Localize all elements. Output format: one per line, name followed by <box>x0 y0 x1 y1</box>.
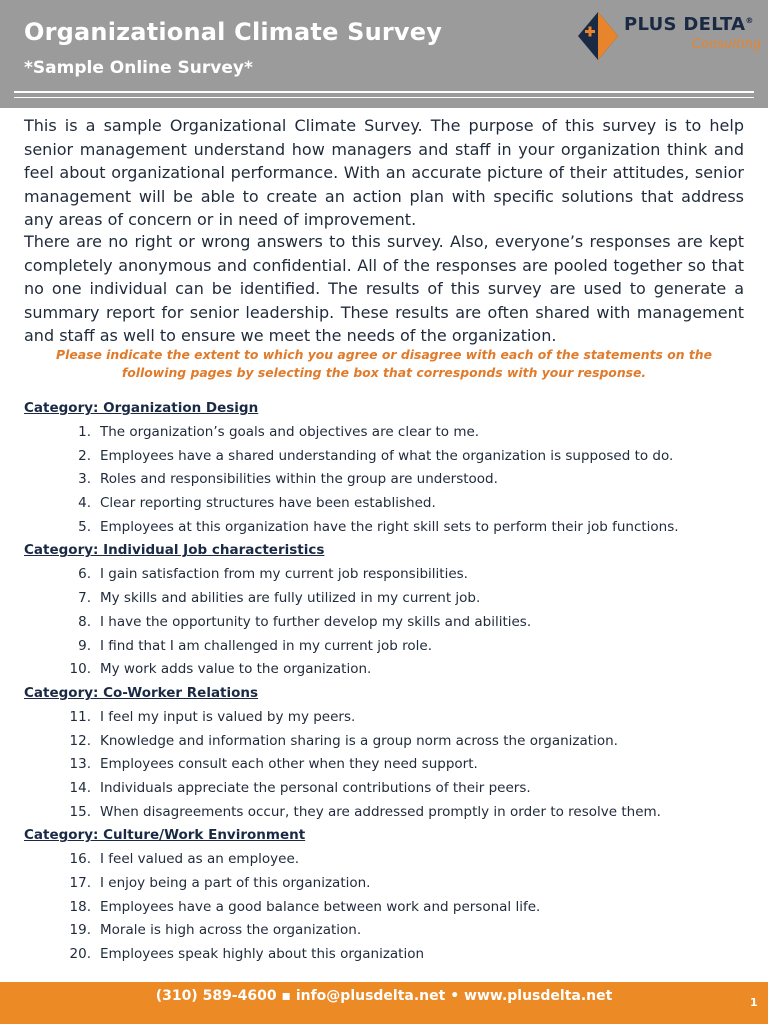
item-number: 9. <box>78 637 91 654</box>
item-number: 14. <box>69 779 91 796</box>
plus-delta-logo <box>576 10 762 62</box>
item-number: 13. <box>69 756 91 773</box>
item-number: 17. <box>69 875 91 891</box>
item-text: Employees have a shared understanding of what the organization is supposed to do. <box>100 447 674 464</box>
list-item <box>24 563 744 587</box>
list-item <box>24 587 744 611</box>
list-item <box>24 943 744 967</box>
list-item <box>24 753 744 777</box>
item-text: Employees at this organization have the right skill sets to perform their job functions. <box>100 518 679 535</box>
item-number: 6. <box>78 566 91 583</box>
category-heading: Category: Individual Job characteristics <box>24 542 325 559</box>
list-item <box>24 848 744 872</box>
item-number: 12. <box>69 732 91 749</box>
list-item <box>24 872 744 896</box>
item-text: Individuals appreciate the personal contributions of their peers. <box>100 779 531 796</box>
item-number: 20. <box>69 946 91 963</box>
page-number: 1 <box>750 996 758 1009</box>
item-text: I enjoy being a part of this organization. <box>100 875 371 891</box>
intro-paragraph-2: There are no right or wrong answers to this survey. Also, everyone’s responses are kept completely anonymous and confidential. All of the responses are pooled together so that no one individual can be identified. The results of this survey are used to generate a summary report for senior leadership. These results are often shared with management and staff as well to ensure we meet the needs of the organization. <box>24 232 744 345</box>
list-item <box>24 516 744 540</box>
item-text: Employees consult each other when they need support. <box>100 756 478 773</box>
list-item <box>24 801 744 825</box>
list-item <box>24 421 744 445</box>
item-number: 11. <box>69 708 91 725</box>
item-text: My work adds value to the organization. <box>100 661 372 678</box>
item-text: I have the opportunity to further develop my skills and abilities. <box>100 613 532 630</box>
header-divider <box>14 91 754 93</box>
item-text: The organization’s goals and objectives are clear to me. <box>100 424 480 440</box>
item-number: 15. <box>69 803 91 820</box>
item-number: 1. <box>78 424 91 440</box>
list-item <box>24 492 744 516</box>
page-subtitle: *Sample Online Survey* <box>24 58 253 78</box>
item-text: Roles and responsibilities within the group are understood. <box>100 471 498 488</box>
list-item <box>24 730 744 754</box>
item-text: Morale is high across the organization. <box>100 922 362 939</box>
list-item <box>24 635 744 659</box>
item-text: I find that I am challenged in my current job role. <box>100 637 432 654</box>
item-number: 8. <box>78 613 91 630</box>
item-text: My skills and abilities are fully utilized in my current job. <box>100 590 481 607</box>
logo-tagline: Consulting <box>692 37 762 52</box>
item-number: 16. <box>69 851 91 868</box>
page-footer <box>0 982 768 1024</box>
page-title: Organizational Climate Survey <box>24 18 443 46</box>
category-heading: Category: Co-Worker Relations <box>24 684 259 701</box>
category-heading: Category: Organization Design <box>24 400 259 416</box>
item-text: Knowledge and information sharing is a group norm across the organization. <box>100 732 618 749</box>
intro-paragraph-1: This is a sample Organizational Climate Survey. The purpose of this survey is to help senior management understand how managers and staff in your organization think and feel about organizational performance. With an accurate picture of their attitudes, senior management will be able to create an action plan with specific solutions that address any areas of concern or in need of improvement. <box>24 116 744 229</box>
item-text: Clear reporting structures have been established. <box>100 495 436 512</box>
footer-contact: (310) 589-4600 ▪ info@plusdelta.net • www.plusdelta.net <box>155 988 613 1004</box>
item-text: I gain satisfaction from my current job responsibilities. <box>100 566 468 583</box>
item-number: 2. <box>78 447 91 464</box>
list-item <box>24 611 744 635</box>
list-item <box>24 445 744 469</box>
list-item <box>24 658 744 682</box>
page-header <box>0 0 768 108</box>
logo-wordmark: PLUS DELTA® <box>624 14 754 35</box>
item-number: 3. <box>78 471 91 488</box>
list-item <box>24 468 744 492</box>
instruction-text: Please indicate the extent to which you agree or disagree with each of the statements on the following pages by selecting the box that corresponds with your response. <box>56 347 712 380</box>
item-text: Employees have a good balance between work and personal life. <box>100 898 541 915</box>
header-divider-thin <box>14 97 754 98</box>
item-text: Employees speak highly about this organization <box>100 946 425 963</box>
list-item <box>24 896 744 920</box>
category-heading: Category: Culture/Work Environment <box>24 827 306 844</box>
item-number: 10. <box>69 661 91 678</box>
delta-logo-icon <box>576 10 622 62</box>
list-item <box>24 777 744 801</box>
survey-statements <box>24 397 744 967</box>
list-item <box>24 919 744 943</box>
item-number: 5. <box>78 518 91 535</box>
item-number: 4. <box>78 495 91 512</box>
item-text: I feel valued as an employee. <box>100 851 300 868</box>
list-item <box>24 706 744 730</box>
item-text: When disagreements occur, they are addressed promptly in order to resolve them. <box>100 803 661 820</box>
item-number: 18. <box>69 898 91 915</box>
item-text: I feel my input is valued by my peers. <box>100 708 356 725</box>
item-number: 7. <box>78 590 91 607</box>
item-number: 19. <box>69 922 91 939</box>
